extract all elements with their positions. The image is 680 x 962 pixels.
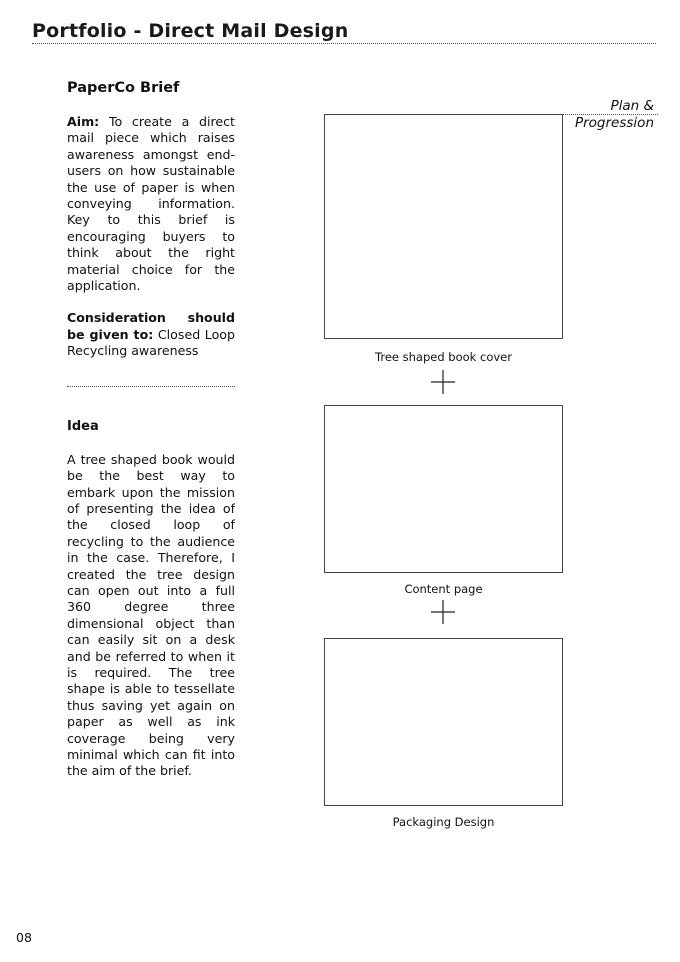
consideration-paragraph: [67, 310, 235, 359]
image-frame-book-cover: [324, 114, 563, 339]
caption-content-page: Content page: [404, 582, 483, 596]
plus-icon: [431, 600, 455, 624]
aim-paragraph: [67, 114, 235, 294]
image-frame-packaging: [324, 638, 563, 806]
plan-progression-label: [575, 98, 654, 132]
plan-label-line1: Plan &: [610, 98, 654, 114]
aim-text: To create a direct mail piece which raises awareness amongst end-users on how sustainable the use of paper is when conveying information. Key to this brief is encouraging buyers to think about the right material choice for the application.: [67, 114, 235, 294]
caption-book-cover: Tree shaped book cover: [375, 350, 512, 364]
section-divider: [67, 386, 235, 387]
header-divider: [32, 43, 656, 44]
caption-packaging: Packaging Design: [392, 815, 495, 829]
consideration-label: Consideration should be given to:: [67, 310, 235, 342]
left-column: [67, 79, 235, 780]
idea-title: Idea: [67, 418, 99, 434]
plan-label-line2: Progression: [574, 115, 654, 131]
brief-title: PaperCo Brief: [67, 80, 180, 96]
aim-label: Aim:: [67, 114, 100, 129]
page-title: Portfolio - Direct Mail Design: [32, 20, 349, 42]
image-frame-content-page: [324, 405, 563, 573]
idea-text: A tree shaped book would be the best way to embark upon the mission of presenting the idea of the closed loop of recycling to the audience in the case. Therefore, I created the tree design can open out into a full 360 degree three dimensional object than can easily sit on a desk and be referred to when it is required. The tree shape is able to tessellate thus saving yet again on paper as well as ink coverage being very minimal which can fit into the aim of the brief.: [67, 451, 235, 779]
page-number: 08: [16, 930, 32, 945]
plus-icon: [431, 370, 455, 394]
consideration-text: Closed Loop Recycling awareness: [67, 326, 235, 359]
plan-divider: [560, 114, 658, 115]
